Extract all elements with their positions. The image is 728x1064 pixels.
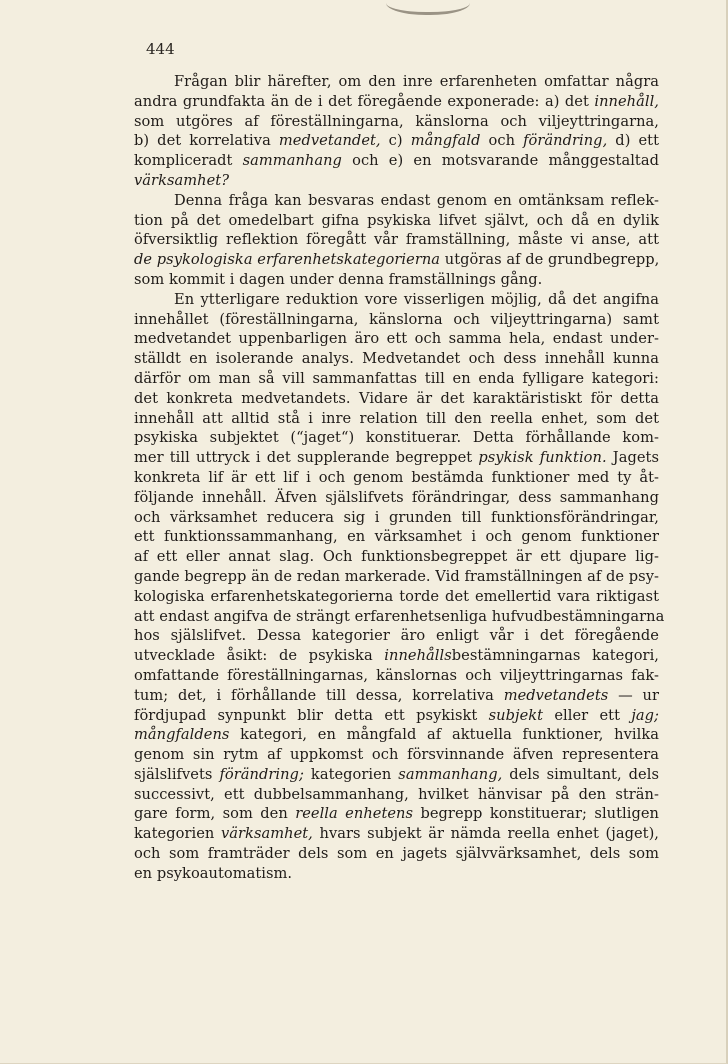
text-run: kategorien bbox=[134, 825, 221, 843]
italic-term: värksamhet, bbox=[220, 825, 313, 843]
text-run: tion på det omedelbart gifna psykiska lifvet självt, och då en dylik bbox=[134, 211, 659, 229]
text-line bbox=[134, 389, 659, 409]
text-line bbox=[134, 785, 659, 805]
text-line bbox=[134, 290, 659, 310]
text-line bbox=[134, 270, 659, 290]
text-run: omfattande föreställningarnas, känslornas och viljeyttringarnas fak- bbox=[134, 666, 659, 684]
italic-term: sammanhang, bbox=[398, 765, 503, 783]
text-line bbox=[134, 508, 659, 528]
text-line bbox=[134, 824, 659, 844]
text-run: innehållet (föreställningarna, känslorna och viljeyttringarna) samt bbox=[134, 310, 659, 328]
text-run: kategori, en mångfald af aktuella funktioner, hvilka bbox=[229, 726, 659, 744]
text-run: och värksamhet reducera sig i grunden till funktionsförändringar, bbox=[134, 508, 659, 526]
text-run: hos själslifvet. Dessa kategorier äro enligt vår i det föregående bbox=[134, 627, 659, 645]
text-run: bestämningarnas kategori, bbox=[451, 647, 659, 665]
text-run: en psykoautomatism. bbox=[134, 864, 293, 882]
text-run: En ytterligare reduktion vore visserligen möjlig, då det angifna bbox=[174, 290, 659, 308]
text-run: Jagets bbox=[606, 449, 659, 467]
text-line bbox=[134, 191, 659, 211]
text-run: andra grundfakta än de i det föregående exponerade: a) det bbox=[134, 92, 595, 110]
text-line bbox=[134, 804, 659, 824]
text-run: dels simultant, dels bbox=[502, 765, 659, 783]
text-line bbox=[134, 349, 659, 369]
text-line bbox=[134, 131, 659, 151]
text-run: innehåll att alltid stå i inre relation till den reella enhet, som det bbox=[134, 409, 659, 427]
text-run: successivt, ett dubbelsammanhang, hvilket hänvisar på den strän- bbox=[134, 785, 659, 803]
text-run: utgöras af de grundbegrepp, bbox=[440, 251, 660, 269]
text-run: konkreta lif är ett lif i och genom bestämda funktioner med ty åt- bbox=[134, 468, 659, 486]
text-run: gare form, som den bbox=[134, 805, 296, 823]
italic-term: innehåll, bbox=[594, 92, 659, 110]
italic-term: subjekt bbox=[488, 706, 544, 724]
text-run: psykiska subjektet (“jaget“) konstituerar. Detta förhållande kom- bbox=[134, 429, 659, 447]
text-run: öfversiktlig reflektion föregått vår framställning, måste vi anse, att bbox=[134, 231, 659, 249]
text-line bbox=[134, 706, 659, 726]
text-line bbox=[134, 250, 659, 270]
text-run: Frågan blir härefter, om den inre erfarenheten omfattar några bbox=[174, 73, 659, 90]
text-line bbox=[134, 151, 659, 171]
text-line bbox=[134, 92, 659, 112]
text-line bbox=[134, 864, 659, 884]
text-run: därför om man så vill sammanfattas till en enda fylligare kategori: bbox=[134, 369, 659, 387]
text-run: fördjupad synpunkt blir detta ett psykiskt bbox=[134, 706, 489, 724]
text-run: af ett eller annat slag. Och funktionsbegreppet är ett djupare lig- bbox=[134, 548, 659, 566]
text-line bbox=[134, 547, 659, 567]
italic-term: sammanhang bbox=[242, 152, 342, 170]
text-run: som utgöres af föreställningarna, känslorna och viljeyttringarna, bbox=[134, 112, 659, 130]
text-run: kompliceradt bbox=[134, 152, 243, 170]
italic-term: jag; bbox=[631, 706, 659, 724]
text-run: mer till uttryck i det supplerande begreppet bbox=[134, 449, 479, 467]
text-run: utvecklade åsikt: de psykiska bbox=[134, 647, 385, 665]
text-run: det konkreta medvetandets. Vidare är det karaktäristiskt för detta bbox=[134, 389, 659, 407]
text-line bbox=[134, 428, 659, 448]
text-line bbox=[134, 329, 659, 349]
italic-term: medvetandet, bbox=[278, 132, 381, 150]
text-line bbox=[134, 686, 659, 706]
text-run: själslifvets bbox=[134, 765, 220, 783]
text-run: och bbox=[480, 132, 524, 150]
text-run: begrepp konstituerar; slutligen bbox=[413, 805, 659, 823]
text-run: som kommit i dagen under denna framställnings gång. bbox=[134, 270, 543, 288]
text-line bbox=[134, 765, 659, 785]
text-run: ställdt en isolerande analys. Medvetandet och dess innehåll kunna bbox=[134, 350, 659, 368]
italic-term: de psykologiska erfarenhetskategorierna bbox=[134, 251, 441, 269]
italic-term: mångfald bbox=[410, 132, 481, 150]
text-run: och som framträder dels som en jagets självvärksamhet, dels som bbox=[134, 845, 659, 863]
text-line bbox=[134, 626, 659, 646]
text-line bbox=[134, 230, 659, 250]
italic-term: innehålls bbox=[384, 647, 452, 665]
italic-term: förändring, bbox=[523, 132, 608, 150]
text-run: d) ett bbox=[607, 132, 659, 150]
text-line bbox=[134, 587, 659, 607]
text-line bbox=[134, 112, 659, 132]
text-line bbox=[134, 666, 659, 686]
text-run: b) det korrelativa bbox=[134, 132, 279, 150]
text-line bbox=[134, 527, 659, 547]
text-run: följande innehåll. Äfven själslifvets förändringar, dess sammanhang bbox=[134, 488, 659, 506]
text-run: medvetandet uppenbarligen äro ett och samma hela, endast under- bbox=[134, 330, 659, 348]
text-run: att endast angifva de strängt erfarenhetsenliga hufvudbestämningarna bbox=[134, 607, 665, 625]
text-run: gande begrepp än de redan markerade. Vid framställningen af de psy- bbox=[134, 567, 659, 585]
text-run: kategorien bbox=[303, 765, 399, 783]
text-run: genom sin rytm af uppkomst och försvinnande äfven representera bbox=[134, 746, 659, 764]
text-line bbox=[134, 725, 659, 745]
text-run: c) bbox=[380, 132, 411, 150]
text-line bbox=[134, 409, 659, 429]
text-line bbox=[134, 369, 659, 389]
italic-term: reella enhetens bbox=[295, 805, 414, 823]
italic-term: psykisk funktion. bbox=[478, 449, 607, 467]
text-line bbox=[134, 211, 659, 231]
italic-term: medvetandets bbox=[503, 686, 609, 704]
page-edge-mark bbox=[386, 0, 470, 15]
body-text bbox=[134, 72, 665, 884]
text-line bbox=[134, 448, 659, 468]
text-line bbox=[134, 468, 659, 488]
text-line bbox=[134, 488, 659, 508]
text-run: hvars subjekt är nämda reella enhet (jaget), bbox=[312, 825, 660, 843]
text-run: — ur bbox=[608, 686, 660, 704]
text-line bbox=[134, 310, 659, 330]
page-number: 444 bbox=[146, 40, 175, 58]
text-run: tum; det, i förhållande till dessa, korrelativa bbox=[134, 686, 504, 704]
text-line bbox=[134, 607, 665, 627]
text-run: Denna fråga kan besvaras endast genom en omtänksam reflek- bbox=[174, 191, 659, 209]
text-line bbox=[134, 646, 659, 666]
text-line bbox=[134, 844, 659, 864]
italic-term: förändring; bbox=[219, 765, 304, 783]
italic-term: mångfaldens bbox=[134, 726, 230, 744]
text-run: eller ett bbox=[543, 706, 632, 724]
text-line bbox=[134, 567, 659, 587]
text-run: kologiska erfarenhetskategorierna torde det emellertid vara riktigast bbox=[134, 587, 659, 605]
text-run: ett funktionssammanhang, en värksamhet i och genom funktioner bbox=[134, 528, 659, 546]
text-line bbox=[134, 745, 659, 765]
text-line bbox=[134, 72, 659, 92]
text-line bbox=[134, 171, 659, 191]
text-run: och e) en motsvarande månggestaltad bbox=[341, 152, 659, 170]
italic-term: värksamhet? bbox=[134, 171, 230, 189]
